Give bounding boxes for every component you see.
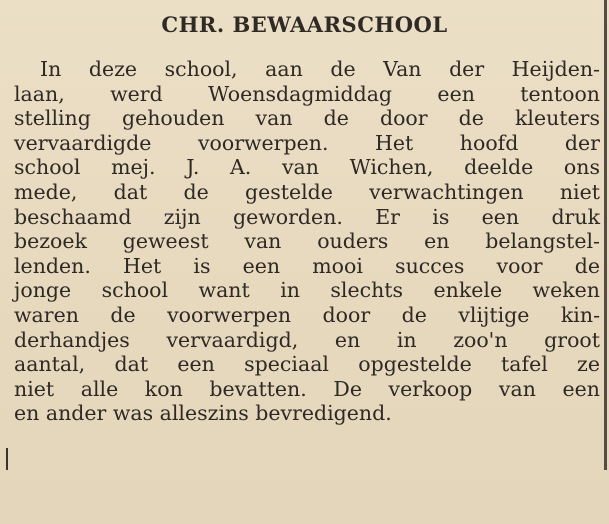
- article-line: jonge school want in slechts enkele weken: [14, 278, 600, 303]
- article-line: derhandjes vervaardigd, en in zoo'n groot: [14, 327, 600, 352]
- article-line: mede, dat de gestelde verwachtingen niet: [14, 179, 600, 204]
- column-rule-left: [6, 448, 8, 470]
- article-line: beschaamd zijn geworden. Er is een druk: [14, 204, 600, 229]
- article-line: niet alle kon bevatten. De verkoop van een: [14, 376, 600, 401]
- article-line: In deze school, aan de Van der Heijden-: [40, 57, 600, 81]
- article-line: bezoek geweest van ouders en belangstel-: [14, 229, 600, 254]
- article-line: waren de voorwerpen door de vlijtige kin-: [14, 302, 600, 327]
- article-line: vervaardigde voorwerpen. Het hoofd der: [14, 130, 600, 155]
- article-line: laan, werd Woensdagmiddag een tentoon: [14, 81, 600, 106]
- article-line: aantal, dat een speciaal opgestelde tafel ze: [14, 352, 600, 377]
- article-headline: CHR. BEWAARSCHOOL: [161, 12, 448, 37]
- article-body: [14, 57, 600, 426]
- article-line: stelling gehouden van de door de kleuters: [14, 106, 600, 131]
- article-line: en ander was alleszins bevredigend.: [14, 401, 392, 426]
- column-rule-right: [604, 0, 607, 470]
- article-line: school mej. J. A. van Wichen, deelde ons: [14, 155, 600, 180]
- article-line: lenden. Het is een mooi succes voor de: [14, 253, 600, 278]
